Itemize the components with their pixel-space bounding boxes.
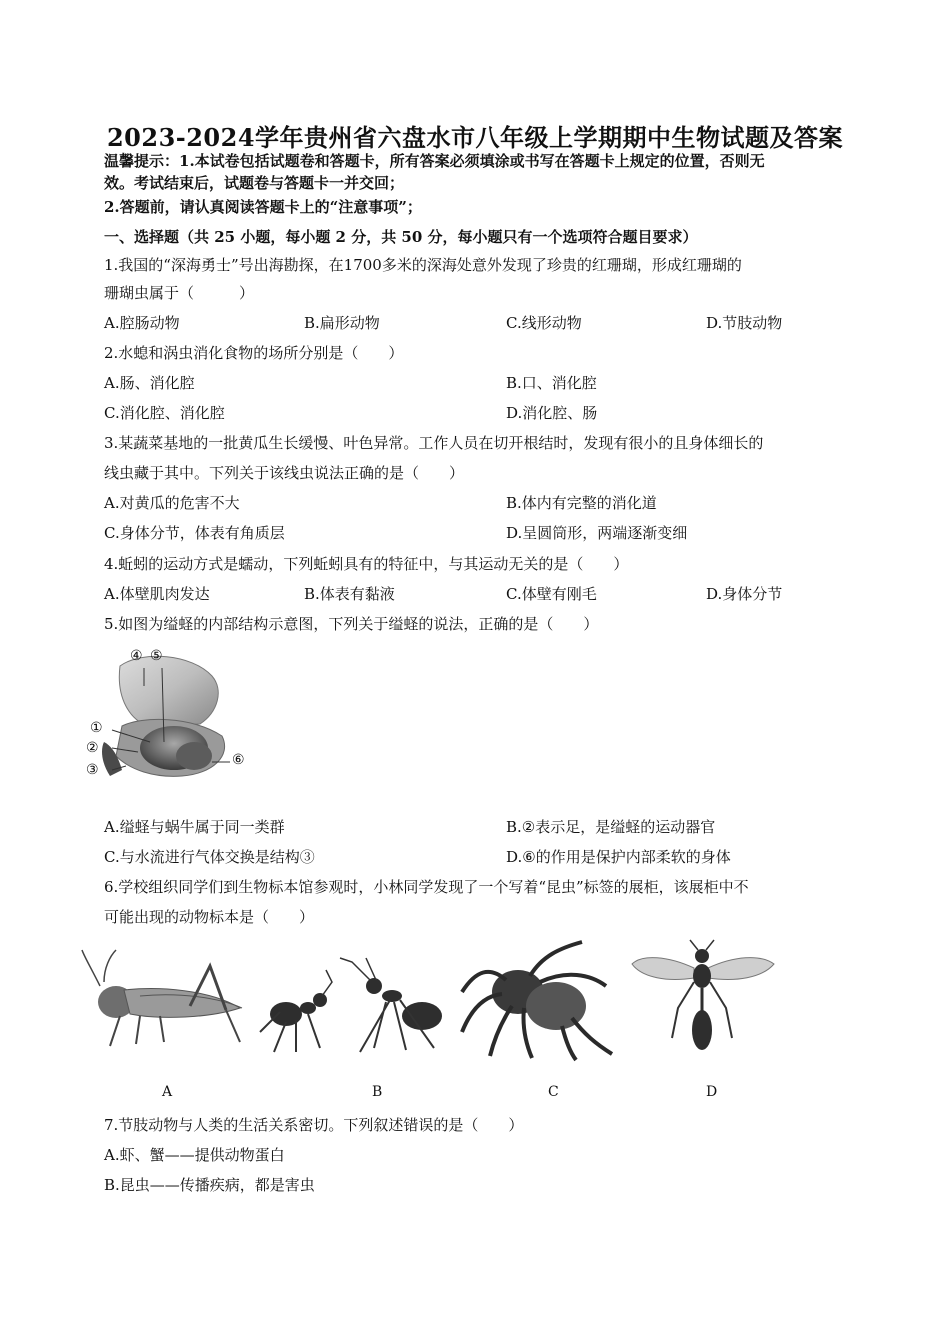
q4-option-a: A.体壁肌肉发达 — [104, 585, 210, 603]
q4-option-d: D.身体分节 — [706, 585, 783, 603]
page-title: 2023-2024学年贵州省六盘水市八年级上学期期中生物试题及答案 — [106, 123, 844, 152]
q1-option-d: D.节肢动物 — [706, 314, 783, 332]
q1-stem-line1: 1.我国的“深海勇士”号出海勘探，在1700多米的深海处意外发现了珍贵的红珊瑚，形成红珊瑚的 — [104, 256, 742, 274]
q1-stem-line2: 珊瑚虫属于（ ） — [104, 284, 255, 302]
q1-option-a: A.腔肠动物 — [104, 314, 180, 332]
grasshopper-illustration — [80, 946, 250, 1056]
q6-label-c: C — [548, 1084, 559, 1100]
q7-option-a: A.虾、蟹——提供动物蛋白 — [104, 1146, 285, 1164]
q1-option-b: B.扁形动物 — [304, 314, 380, 332]
q4-option-c: C.体壁有刚毛 — [506, 585, 597, 603]
q1-option-c: C.线形动物 — [506, 314, 582, 332]
wasp-figure — [628, 938, 778, 1064]
q6-stem-line2: 可能出现的动物标本是（ ） — [104, 908, 315, 926]
q3-option-c: C.身体分节，体表有角质层 — [104, 524, 285, 542]
q3-option-d: D.呈圆筒形，两端逐渐变细 — [506, 524, 688, 542]
q2-option-a: A.肠、消化腔 — [104, 374, 195, 392]
q7-stem: 7.节肢动物与人类的生活关系密切。下列叙述错误的是（ ） — [104, 1116, 524, 1134]
clam-foot — [176, 742, 212, 770]
notice-line-1: 温馨提示：1.本试卷包括试题卷和答题卡，所有答案必须填涂或书写在答题卡上规定的位置，否则无 — [104, 152, 765, 170]
spider-figure — [456, 936, 626, 1062]
ant-figure — [256, 952, 456, 1062]
q3-option-a: A.对黄瓜的危害不大 — [104, 494, 240, 512]
q4-stem: 4.蚯蚓的运动方式是蠕动，下列蚯蚓具有的特征中，与其运动无关的是（ ） — [104, 555, 629, 573]
q5-option-c: C.与水流进行气体交换是结构③ — [104, 848, 315, 866]
q2-stem: 2.水螅和涡虫消化食物的场所分别是（ ） — [104, 344, 404, 362]
q2-option-d: D.消化腔、肠 — [506, 404, 598, 422]
section-heading: 一、选择题（共 25 小题，每小题 2 分，共 50 分，每小题只有一个选项符合题目要求） — [104, 228, 698, 246]
q6-label-b: B — [372, 1084, 383, 1100]
razor-clam-figure — [82, 646, 262, 786]
q3-option-b: B.体内有完整的消化道 — [506, 494, 657, 512]
clam-shell — [119, 656, 218, 726]
notice-line-3: 2.答题前，请认真阅读答题卡上的“注意事项”； — [104, 198, 422, 216]
wasp-illustration — [628, 938, 778, 1064]
label-1: ① — [90, 720, 103, 736]
label-4: ④ — [130, 648, 143, 664]
notice-line-2: 效。考试结束后，试题卷与答题卡一并交回； — [104, 174, 405, 192]
grasshopper-figure — [80, 946, 250, 1056]
q5-option-d: D.⑥的作用是保护内部柔软的身体 — [506, 848, 731, 866]
q6-label-d: D — [706, 1084, 718, 1100]
q6-stem-line1: 6.学校组织同学们到生物标本馆参观时，小林同学发现了一个写着“昆虫”标签的展柜，该展柜中不 — [104, 878, 749, 896]
q7-option-b: B.昆虫——传播疾病，都是害虫 — [104, 1176, 315, 1194]
label-6: ⑥ — [232, 752, 245, 768]
label-3: ③ — [86, 762, 99, 778]
q3-stem-line2: 线虫藏于其中。下列关于该线虫说法正确的是（ ） — [104, 464, 465, 482]
q5-option-a: A.缢蛏与蜗牛属于同一类群 — [104, 818, 285, 836]
q6-label-a: A — [162, 1084, 173, 1100]
label-5: ⑤ — [150, 648, 163, 664]
ant-illustration — [256, 952, 456, 1062]
spider-illustration — [456, 936, 626, 1062]
label-2: ② — [86, 740, 99, 756]
q5-stem: 5.如图为缢蛏的内部结构示意图，下列关于缢蛏的说法，正确的是（ ） — [104, 615, 599, 633]
q2-option-b: B.口、消化腔 — [506, 374, 597, 392]
q2-option-c: C.消化腔、消化腔 — [104, 404, 225, 422]
q5-option-b: B.②表示足，是缢蛏的运动器官 — [506, 818, 716, 836]
q3-stem-line1: 3.某蔬菜基地的一批黄瓜生长缓慢、叶色异常。工作人员在切开根结时，发现有很小的且身体细长的 — [104, 434, 764, 452]
q4-option-b: B.体表有黏液 — [304, 585, 395, 603]
